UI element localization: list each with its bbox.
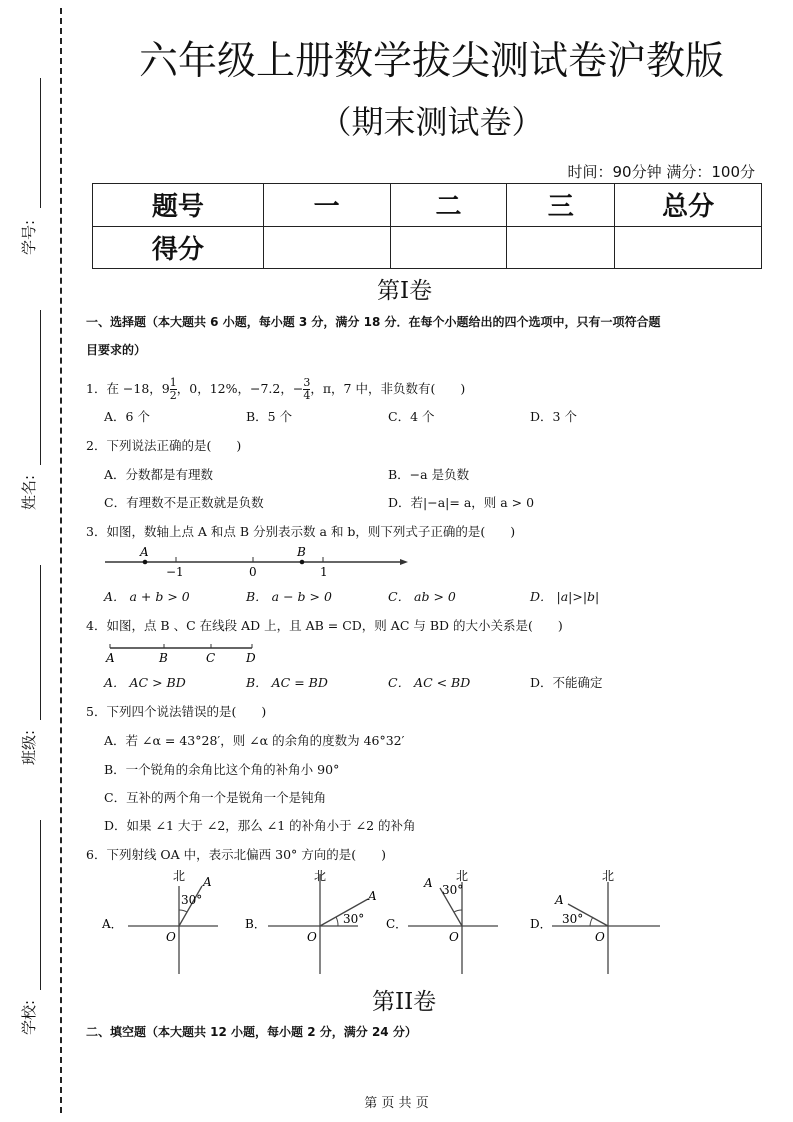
score-label: 得分 [93, 226, 264, 269]
label-a: A [140, 545, 149, 559]
option-d-figure[interactable] [530, 869, 660, 974]
frac-num: 3 [303, 376, 311, 389]
label-a: A [203, 875, 212, 889]
option[interactable]: C．4 个 [388, 409, 435, 424]
option[interactable]: C．互补的两个角一个是锐角一个是钝角 [104, 790, 327, 805]
option[interactable]: A． AC > BD [104, 675, 186, 690]
class-blank[interactable] [40, 565, 41, 720]
label-a: A [368, 889, 377, 903]
label-a: A [106, 651, 115, 665]
option-a-figure[interactable] [101, 869, 218, 974]
angle-label: 30° [562, 912, 584, 926]
option[interactable]: D．若|−a|= a，则 a > 0 [388, 495, 535, 510]
north-label: 北 [602, 869, 615, 883]
option[interactable]: B．5 个 [246, 409, 293, 424]
school-label: 学校: [20, 999, 38, 1035]
q1-stem-a: 1．在 −18，9 [86, 381, 170, 396]
header-cell: 一 [263, 184, 390, 227]
tick-label: 1 [320, 565, 328, 579]
header-cell: 二 [390, 184, 507, 227]
header-cell: 总分 [615, 184, 762, 227]
point-b [300, 560, 305, 565]
label-b: B [297, 545, 306, 559]
question-3: 3．如图，数轴上点 A 和点 B 分别表示数 a 和 b，则下列式子正确的是( ) [86, 524, 516, 539]
page-title: 六年级上册数学拔尖测试卷沪教版 [138, 39, 724, 84]
section-2-heading: 二、填空题（本大题共 12 小题，每小题 2 分，满分 24 分） [86, 1025, 417, 1039]
label-o: O [166, 930, 176, 944]
score-cell[interactable] [507, 226, 615, 269]
section-1-heading-cont: 目要求的） [86, 343, 147, 357]
direction-figures [90, 862, 680, 980]
segment-figure [100, 640, 270, 666]
label-a: A [424, 876, 433, 890]
option[interactable]: B．一个锐角的余角比这个角的补角小 90° [104, 762, 340, 777]
name-blank[interactable] [40, 310, 41, 465]
option[interactable]: B． AC = BD [246, 675, 328, 690]
point-a [143, 560, 148, 565]
option[interactable]: D．如果 ∠1 大于 ∠2，那么 ∠1 的补角小于 ∠2 的补角 [104, 818, 416, 833]
option-b-figure[interactable] [245, 869, 377, 974]
volume-1-heading: 第I卷 [377, 278, 433, 304]
name-label: 姓名: [20, 474, 38, 510]
student-no-label: 学号: [20, 219, 38, 255]
option-letter: B． [245, 917, 266, 931]
angle-label: 30° [442, 883, 464, 897]
section-1-heading: 一、选择题（本大题共 6 小题，每小题 3 分，满分 18 分．在每个小题给出的四个选项中，只有一项符合题 [86, 315, 661, 329]
question-2: 2．下列说法正确的是( ) [86, 438, 242, 453]
label-o: O [307, 930, 317, 944]
label-b: B [159, 651, 168, 665]
q1-stem-c: ，π，7 中，非负数有( ) [310, 381, 466, 396]
class-label: 班级: [20, 729, 38, 765]
score-table [92, 183, 762, 269]
question-4: 4．如图，点 B 、C 在线段 AD 上，且 AB = CD，则 AC 与 BD 的大小关系是( ) [86, 618, 563, 633]
question-6: 6．下列射线 OA 中，表示北偏西 30° 方向的是( ) [86, 847, 387, 862]
option[interactable]: D．3 个 [530, 409, 577, 424]
north-label: 北 [173, 869, 186, 883]
option[interactable]: B．−a 是负数 [388, 467, 470, 482]
option-letter: A． [102, 917, 123, 931]
volume-2-heading: 第II卷 [372, 989, 437, 1015]
option[interactable]: D．不能确定 [530, 675, 603, 690]
frac-num: 1 [169, 376, 177, 389]
option-letter: C． [386, 917, 408, 931]
option[interactable]: A．若 ∠α = 43°28′，则 ∠α 的余角的度数为 46°32′ [104, 733, 405, 748]
score-cell[interactable] [390, 226, 507, 269]
arrow-icon [400, 559, 408, 565]
option[interactable]: A．分数都是有理数 [104, 467, 214, 482]
angle-label: 30° [181, 893, 203, 907]
tick-label: 0 [249, 565, 257, 579]
tick-label: −1 [166, 565, 184, 579]
binding-line [60, 8, 62, 1113]
question-1 [86, 377, 465, 402]
label-o: O [449, 930, 459, 944]
option[interactable]: C． ab > 0 [388, 589, 456, 604]
header-cell: 题号 [93, 184, 264, 227]
frac-den: 2 [169, 389, 177, 402]
angle-label: 30° [343, 912, 365, 926]
label-d: D [246, 651, 256, 665]
label-c: C [206, 651, 216, 665]
option-letter: D． [530, 917, 552, 931]
score-cell[interactable] [615, 226, 762, 269]
q1-stem-b: ，0，12%，−7.2，− [176, 381, 304, 396]
page-footer: 第 页 共 页 [364, 1096, 429, 1111]
time-info: 时间：90分钟 满分：100分 [567, 163, 755, 181]
option[interactable]: A．6 个 [104, 409, 150, 424]
label-o: O [595, 930, 605, 944]
option[interactable]: C． AC < BD [388, 675, 471, 690]
option-c-figure[interactable] [386, 869, 498, 974]
north-label: 北 [456, 869, 469, 883]
option[interactable]: A． a + b > 0 [104, 589, 190, 604]
question-5: 5．下列四个说法错误的是( ) [86, 704, 267, 719]
option[interactable]: B． a − b > 0 [246, 589, 332, 604]
frac-den: 4 [303, 389, 311, 402]
page-subtitle: （期末测试卷） [319, 103, 544, 141]
option[interactable]: D． |a|>|b| [530, 589, 600, 604]
header-cell: 三 [507, 184, 615, 227]
option[interactable]: C．有理数不是正数就是负数 [104, 495, 264, 510]
school-blank[interactable] [40, 820, 41, 990]
number-line-figure [100, 540, 420, 580]
north-label: 北 [314, 869, 327, 883]
score-cell[interactable] [263, 226, 390, 269]
label-a: A [555, 893, 564, 907]
